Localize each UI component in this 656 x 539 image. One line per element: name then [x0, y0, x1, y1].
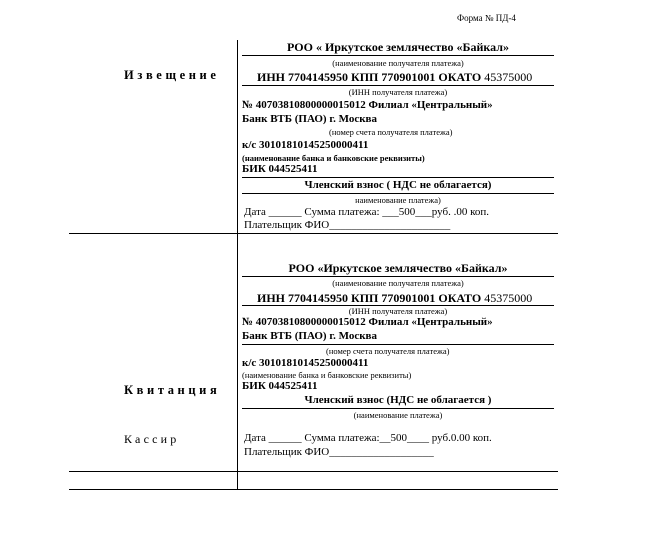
- receipt-inn-caption: (ИНН получателя платежа): [348, 306, 448, 316]
- receipt-bank-underline: [242, 344, 554, 345]
- notice-inn-underline: [242, 85, 554, 86]
- notice-account-line: № 40703810800000015012 Филиал «Центральный»: [242, 99, 493, 111]
- receipt-purpose-caption: (наименование платежа): [353, 410, 443, 420]
- receipt-recipient-caption: (наименование получателя платежа): [332, 278, 464, 288]
- notice-inn-caption: (ИНН получателя платежа): [348, 87, 448, 97]
- notice-bik: БИК 044525411: [242, 163, 318, 175]
- bottom-line-2: [69, 489, 558, 490]
- form-number: Форма № ПД-4: [457, 13, 516, 23]
- receipt-purpose-underline: [242, 408, 554, 409]
- receipt-payer: Плательщик ФИО___________________: [244, 446, 434, 458]
- notice-label: Извещение: [124, 68, 220, 82]
- notice-account-caption: (номер счета получателя платежа): [329, 127, 453, 137]
- notice-purpose-caption: наименование платежа): [355, 195, 441, 205]
- notice-purpose: Членский взнос ( НДС не облагается): [304, 179, 492, 191]
- notice-okato-value: 45375000: [484, 70, 533, 84]
- notice-date-amount: Дата ______ Сумма платежа: ___500___руб. .00 коп.: [244, 206, 490, 218]
- receipt-bank-line: Банк ВТБ (ПАО) г. Москва: [242, 330, 377, 342]
- notice-inn-bold: ИНН 7704145950 КПП 770901001 ОКАТО: [257, 70, 482, 84]
- notice-purpose-underline: [242, 193, 554, 194]
- receipt-inn-bold: ИНН 7704145950 КПП 770901001 ОКАТО: [257, 291, 482, 305]
- receipt-inn-line: [257, 291, 532, 306]
- cashier-label: Кассир: [124, 432, 180, 446]
- receipt-okato-value: 45375000: [484, 291, 533, 305]
- notice-inn-line: [257, 70, 532, 85]
- receipt-recipient-name: РОО «Иркутское землячество «Байкал»: [288, 261, 508, 275]
- receipt-account-caption: (номер счета получателя платежа): [326, 346, 450, 356]
- notice-payer: Плательщик ФИО______________________: [244, 219, 451, 231]
- receipt-corr-account: к/с 30101810145250000411: [242, 357, 369, 369]
- notice-recipient-name: РОО « Иркутское землячество «Байкал»: [287, 40, 509, 54]
- notice-bik-underline: [242, 177, 554, 178]
- receipt-bank-caption: (наименование банка и банковские реквизиты): [242, 370, 412, 380]
- notice-bank-line: Банк ВТБ (ПАО) г. Москва: [242, 113, 377, 125]
- section-divider: [69, 233, 558, 234]
- receipt-purpose: Членский взнос (НДС не облагается ): [304, 394, 492, 406]
- receipt-account-line: № 40703810800000015012 Филиал «Центральный»: [242, 316, 493, 328]
- vertical-divider: [237, 40, 238, 490]
- receipt-label: Квитанция: [124, 383, 221, 397]
- notice-recipient-underline: [242, 55, 554, 56]
- receipt-date-amount: Дата ______ Сумма платежа:__500____ руб.0.00 коп.: [244, 432, 492, 444]
- bottom-line-1: [69, 471, 558, 472]
- notice-recipient-caption: (наименование получателя платежа): [332, 58, 464, 68]
- receipt-bik: БИК 044525411: [242, 380, 318, 392]
- notice-corr-account: к/с 30101810145250000411: [242, 139, 369, 151]
- notice-bank-caption: (наименование банка и банковские реквизиты): [242, 153, 425, 163]
- receipt-recipient-underline: [242, 276, 554, 277]
